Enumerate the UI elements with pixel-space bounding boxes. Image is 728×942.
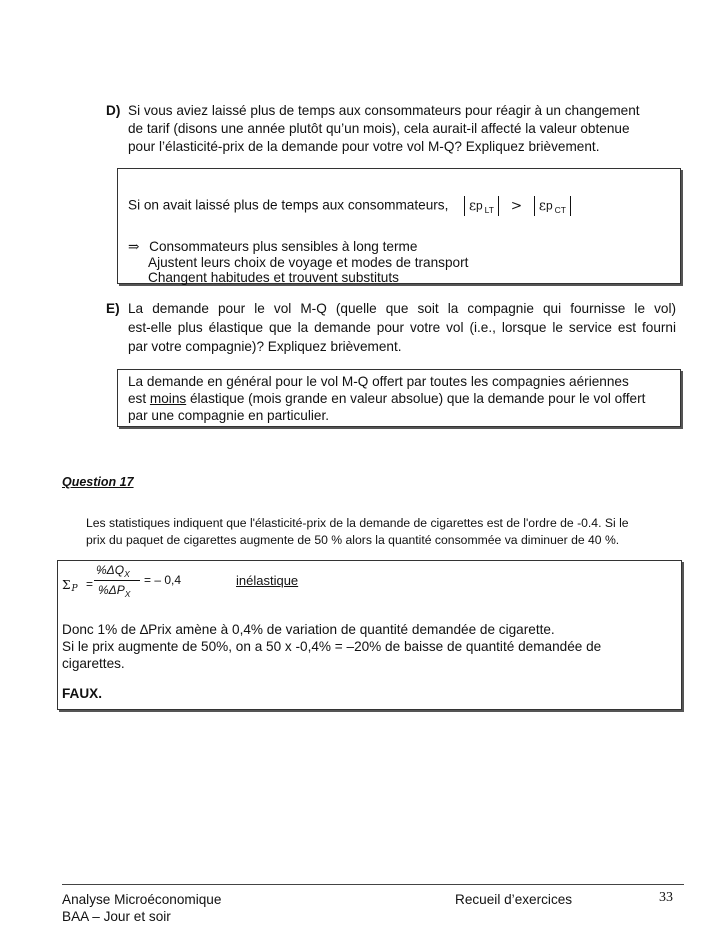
section-d-question-line-3: pour l’élasticité-prix de la demande pour votre vol M-Q? Expliquez brièvement. <box>128 139 600 154</box>
footer-course-title: Analyse Microéconomique <box>62 892 222 907</box>
question-17-answer-line-2: Si le prix augmente de 50%, on a 50 x -0,4% = –20% de baisse de quantité demandée de <box>62 639 602 654</box>
section-d-label: D) <box>106 103 121 118</box>
epsilon-symbol-lt: ε <box>468 197 476 214</box>
question-17-verdict: FAUX. <box>62 686 103 701</box>
sigma-subscript-p: P <box>71 584 78 594</box>
section-e-answer-line-2 <box>128 390 645 407</box>
formula-denominator <box>98 583 130 599</box>
footer-program: BAA – Jour et soir <box>62 909 171 924</box>
section-e-question-line-1: La demande pour le vol M-Q (quelle que soit la compagnie qui fournisse le vol) <box>128 301 676 316</box>
p-symbol-ct: p <box>545 198 553 213</box>
section-e-label: E) <box>106 301 120 316</box>
greater-than-symbol: > <box>510 197 523 214</box>
p-symbol-lt: p <box>475 198 483 213</box>
section-e-answer-line-3: par une compagnie en particulier. <box>128 408 330 423</box>
section-d-question-line-1: Si vous aviez laissé plus de temps aux consommateurs pour réagir à un changement <box>128 103 640 118</box>
subscript-lt: LT <box>484 204 494 215</box>
formula-denominator-sub: X <box>124 589 131 599</box>
question-17-answer-line-3: cigarettes. <box>62 656 125 671</box>
question-17-answer-box <box>57 560 682 710</box>
question-17-answer-line-1: Donc 1% de ∆Prix amène à 0,4% de variation de quantité demandée de cigarette. <box>62 622 555 637</box>
section-d-answer-line-3: Changent habitudes et trouvent substituts <box>148 270 399 285</box>
question-17-statement-line-2: prix du paquet de cigarettes augmente de 50 % alors la quantité consommée va diminuer de 40 %. <box>86 533 620 547</box>
section-e-answer-prefix: est <box>128 391 150 406</box>
implies-arrow-icon: ⇒ <box>128 239 140 255</box>
section-d-question-line-2: de tarif (disons une année plutôt qu’un mois), cela aurait-il affecté la valeur obtenue <box>128 121 630 136</box>
section-e-answer-emphasis: moins <box>149 391 187 406</box>
page-number: 33 <box>659 890 673 905</box>
section-e-question-line-3: par votre compagnie)? Expliquez brièvement. <box>128 339 402 354</box>
formula-denominator-text: %ΔP <box>98 583 125 597</box>
sigma-symbol: Σ <box>62 578 71 592</box>
formula-result: = – 0,4 <box>144 573 182 587</box>
formula-numerator-text: %ΔQ <box>96 563 125 577</box>
section-d-answer-line-1: Consommateurs plus sensibles à long terme <box>149 239 418 254</box>
section-e-answer-line-1: La demande en général pour le vol M-Q offert par toutes les compagnies aériennes <box>128 374 629 389</box>
section-e-answer-suffix: élastique (mois grande en valeur absolue) que la demande pour le vol offert <box>186 391 646 406</box>
formula-numerator <box>96 563 130 579</box>
formula-tag-inelastique: inélastique <box>236 573 299 588</box>
footer-collection-title: Recueil d’exercices <box>455 892 573 907</box>
question-17-statement-line-1: Les statistiques indiquent que l'élasticité-prix de la demande de cigarettes est de l'ordre de -0.4. Si le <box>86 516 629 530</box>
abs-bar-left-2 <box>534 196 535 216</box>
abs-bar-right-2 <box>570 196 571 216</box>
formula-numerator-sub: X <box>124 569 130 579</box>
section-d-answer-box <box>117 168 681 284</box>
epsilon-symbol-ct: ε <box>538 197 546 214</box>
formula-equals: = <box>86 577 94 591</box>
section-e-question-line-2: est-elle plus élastique que la demande pour votre vol (i.e., lorsque le service est fourni <box>128 320 676 335</box>
section-d-answer-line-2: Ajustent leurs choix de voyage et modes de transport <box>148 255 469 270</box>
footer-rule <box>62 884 684 885</box>
subscript-ct: CT <box>554 204 566 215</box>
question-17-title: Question 17 <box>62 475 134 489</box>
section-e-answer-box <box>117 369 681 427</box>
abs-bar-left-1 <box>464 196 465 216</box>
abs-bar-right-1 <box>498 196 499 216</box>
section-d-answer-intro: Si on avait laissé plus de temps aux consommateurs, <box>128 197 449 213</box>
fraction-bar <box>94 580 140 581</box>
section-d-answer-intro-row <box>128 196 571 219</box>
formula-sigma <box>62 578 78 594</box>
